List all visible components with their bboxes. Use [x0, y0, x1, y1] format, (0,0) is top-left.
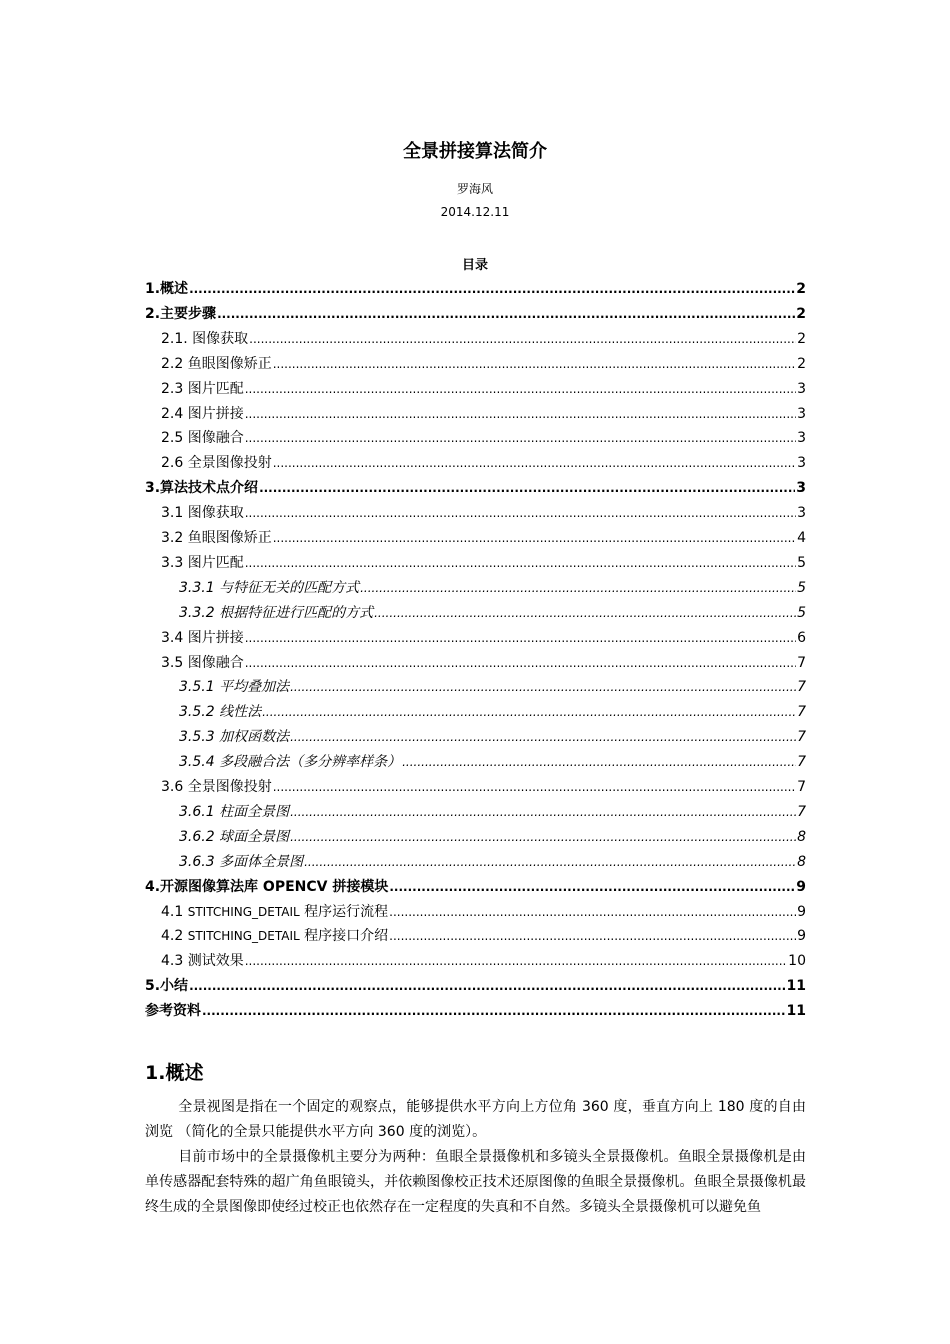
- paragraph-text: 全景视图是指在一个固定的观察点，能够提供水平方向上方位角 360 度，垂直方向上 180 度的自由浏览 （简化的全景只能提供水平方向 360 度的浏览）。: [145, 1099, 806, 1140]
- toc-leader-dots: [290, 805, 796, 821]
- toc-entry-page: 4: [797, 530, 806, 546]
- toc-entry-label: 4.2 STITCHING_DETAIL 程序接口介绍: [161, 928, 389, 945]
- toc-leader-dots: [273, 456, 796, 472]
- toc-entry-page: 2: [797, 355, 806, 372]
- toc-entry-page: 7: [797, 779, 806, 795]
- toc-entry[interactable]: [179, 600, 806, 622]
- toc-entry-page: 8: [797, 853, 806, 870]
- toc-entry-label: 3.3.2 根据特征进行匹配的方式: [179, 604, 374, 621]
- toc-entry-label: 2.6 全景图像投射: [161, 455, 272, 472]
- toc-leader-dots: [249, 332, 796, 348]
- toc-leader-dots: [189, 979, 785, 995]
- toc-entry[interactable]: [161, 774, 806, 796]
- toc-entry-page: 11: [786, 978, 806, 995]
- toc-entry[interactable]: [161, 376, 806, 398]
- toc-entry-page: 2: [797, 330, 806, 347]
- toc-entry[interactable]: [179, 799, 806, 821]
- toc-entry[interactable]: [161, 948, 806, 970]
- toc-entry[interactable]: [161, 351, 806, 373]
- toc-entry[interactable]: [161, 923, 806, 945]
- paragraph: [145, 1145, 806, 1220]
- toc-leader-dots: [273, 531, 796, 547]
- toc-entry-label: 3.5 图像融合: [161, 654, 244, 671]
- toc-entry-page: 7: [797, 679, 806, 696]
- program-name: STITCHING_DETAIL: [187, 929, 300, 944]
- toc-entry-page: 3: [797, 380, 806, 397]
- toc-entry-label: 2.3 图片匹配: [161, 380, 244, 397]
- toc-leader-dots: [245, 407, 796, 423]
- toc-entry-label: 3.3.1 与特征无关的匹配方式: [179, 579, 360, 596]
- toc-entry[interactable]: [161, 326, 806, 348]
- toc-entry[interactable]: [161, 625, 806, 647]
- toc-leader-dots: [290, 680, 796, 696]
- toc-entry-label: 3.3 图片匹配: [161, 554, 244, 571]
- toc-heading: 目录: [461, 258, 488, 273]
- toc-leader-dots: [389, 905, 796, 921]
- toc-leader-dots: [273, 357, 796, 373]
- toc-entry-label: 3.5.1 平均叠加法: [179, 679, 290, 696]
- toc-entry-page: 8: [797, 828, 806, 845]
- toc-entry-page: 7: [797, 754, 806, 771]
- toc-leader-dots: [245, 556, 796, 572]
- toc-entry-page: 3: [797, 505, 806, 522]
- toc-entry-label: 3.5.4 多段融合法（多分辨率样条）: [179, 754, 402, 771]
- toc-entry-label: 3.算法技术点介绍: [145, 480, 259, 497]
- toc-entry-page: 5: [797, 579, 806, 596]
- toc-entry-label: 3.1 图像获取: [161, 505, 244, 522]
- toc-entry[interactable]: [161, 401, 806, 423]
- toc-entry-label: 2.5 图像融合: [161, 430, 244, 447]
- toc-entry-label: 3.4 图片拼接: [161, 629, 244, 646]
- toc-entry[interactable]: [179, 674, 806, 696]
- toc-entry-label: 3.6.1 柱面全景图: [179, 803, 290, 820]
- toc-entry[interactable]: [179, 724, 806, 746]
- toc-entry[interactable]: [145, 475, 806, 497]
- toc-leader-dots: [202, 1004, 786, 1020]
- toc-entry-label: 3.6.2 球面全景图: [179, 828, 290, 845]
- toc-leader-dots: [290, 830, 796, 846]
- toc-leader-dots: [245, 656, 796, 672]
- toc-leader-dots: [245, 431, 796, 447]
- toc-entry-label: 5.小结: [145, 978, 189, 995]
- toc-entry-label: 1.概述: [145, 281, 189, 297]
- toc-entry-page: 3: [796, 480, 806, 497]
- toc-leader-dots: [245, 631, 796, 647]
- toc-entry-page: 9: [797, 903, 806, 920]
- toc-entry-page: 5: [797, 604, 806, 621]
- toc-entry[interactable]: [161, 425, 806, 447]
- toc-entry-label: 2.2 鱼眼图像矫正: [161, 355, 272, 372]
- toc-entry[interactable]: [179, 699, 806, 721]
- toc-entry[interactable]: [145, 973, 806, 995]
- toc-leader-dots: [290, 730, 796, 746]
- toc-entry-page: 9: [796, 878, 806, 895]
- toc-entry-label: 3.5.2 线性法: [179, 704, 262, 721]
- toc-entry-page: 6: [797, 629, 806, 646]
- toc-entry-page: 2: [796, 305, 806, 322]
- toc-entry-page: 10: [788, 953, 806, 970]
- toc-entry-page: 2: [796, 281, 806, 297]
- toc-entry-label: 3.5.3 加权函数法: [179, 729, 290, 746]
- toc-leader-dots: [389, 880, 795, 896]
- toc-leader-dots: [374, 606, 796, 622]
- toc-entry-page: 3: [797, 455, 806, 472]
- paragraph: [145, 1095, 806, 1145]
- toc-leader-dots: [217, 307, 795, 323]
- toc-entry-label: 4.开源图像算法库 OPENCV 拼接模块: [145, 878, 389, 895]
- toc-entry-label: 2.1. 图像获取: [161, 330, 249, 347]
- document-author: 罗海风: [456, 182, 493, 196]
- program-name: STITCHING_DETAIL: [187, 904, 300, 919]
- toc-leader-dots: [360, 581, 796, 597]
- toc-leader-dots: [402, 755, 796, 771]
- section-heading: 1.概述: [145, 1062, 204, 1084]
- toc-entry[interactable]: [179, 749, 806, 771]
- toc-entry-page: 3: [797, 430, 806, 447]
- toc-entry[interactable]: [161, 899, 806, 921]
- toc-entry[interactable]: [179, 575, 806, 597]
- document-title: 全景拼接算法简介: [403, 141, 547, 162]
- toc-entry[interactable]: [161, 450, 806, 472]
- toc-entry-label: 3.2 鱼眼图像矫正: [161, 530, 272, 546]
- toc-entry-label: 4.3 测试效果: [161, 953, 244, 970]
- toc-entry[interactable]: [145, 874, 806, 896]
- toc-entry[interactable]: [161, 525, 806, 547]
- toc-entry-page: 7: [797, 803, 806, 820]
- toc-entry[interactable]: [145, 998, 806, 1020]
- toc-leader-dots: [189, 282, 795, 298]
- toc-entry-page: 7: [797, 704, 806, 721]
- toc-leader-dots: [389, 929, 796, 945]
- toc-entry-page: 9: [797, 928, 806, 945]
- toc-entry[interactable]: [161, 500, 806, 522]
- toc-entry[interactable]: [145, 276, 806, 298]
- toc-entry-label: 4.1 STITCHING_DETAIL 程序运行流程: [161, 903, 389, 920]
- toc-entry[interactable]: [161, 550, 806, 572]
- toc-entry-page: 7: [797, 729, 806, 746]
- paragraph-text: 目前市场中的全景摄像机主要分为两种：鱼眼全景摄像机和多镜头全景摄像机。鱼眼全景摄像机是由单传感器配套特殊的超广角鱼眼镜头，并依赖图像校正技术还原图像的鱼眼全景摄像机。鱼眼全景摄像机最终生成的全景图像即使经过校正也依然存在一定程度的失真和不自然。多镜头全景摄像机可以避免鱼: [145, 1149, 806, 1215]
- toc-entry[interactable]: [161, 650, 806, 672]
- toc-entry[interactable]: [179, 849, 806, 871]
- toc-leader-dots: [245, 382, 796, 398]
- toc-entry-label: 2.主要步骤: [145, 305, 217, 322]
- toc-leader-dots: [259, 481, 795, 497]
- toc-leader-dots: [262, 705, 796, 721]
- toc-entry-label: 3.6.3 多面体全景图: [179, 853, 304, 870]
- toc-entry-page: 11: [786, 1003, 806, 1020]
- toc-entry[interactable]: [145, 301, 806, 323]
- toc-leader-dots: [304, 855, 796, 871]
- toc-leader-dots: [245, 954, 787, 970]
- toc-entry-label: 2.4 图片拼接: [161, 405, 244, 422]
- toc-entry-label: 参考资料: [145, 1003, 201, 1020]
- toc-entry-label: 3.6 全景图像投射: [161, 779, 272, 795]
- toc-entry-page: 3: [797, 405, 806, 422]
- toc-entry-page: 7: [797, 654, 806, 671]
- toc-entry[interactable]: [179, 824, 806, 846]
- toc-leader-dots: [273, 780, 796, 796]
- toc-entry-page: 5: [797, 554, 806, 571]
- toc-leader-dots: [245, 506, 796, 522]
- document-date: 2014.12.11: [440, 205, 510, 219]
